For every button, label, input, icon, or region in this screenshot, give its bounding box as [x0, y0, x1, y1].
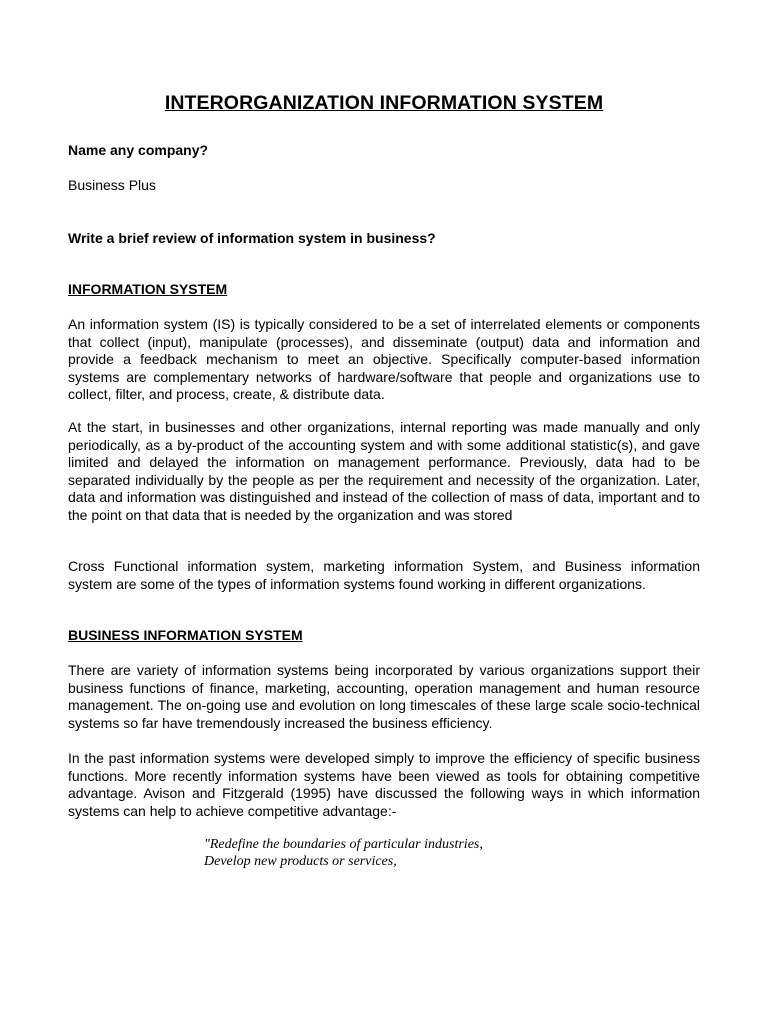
paragraph-types: Cross Functional information system, marketing information System, and Business information system are some of the types of information systems found working in different organizations.: [68, 558, 700, 592]
question-company: Name any company?: [68, 142, 209, 158]
quote-line-2: Develop new products or services,: [204, 854, 397, 869]
heading-information-system: INFORMATION SYSTEM: [68, 281, 228, 297]
question-review: Write a brief review of information system in business?: [68, 230, 436, 246]
paragraph-business-functions: There are variety of information systems being incorporated by various organizations support their business functions of finance, marketing, accounting, operation management and human resource management. The on-going use and evolution on long timescales of these large scale socio-technical systems so far have tremendously increased the business efficiency.: [68, 662, 700, 731]
quote-line-1: "Redefine the boundaries of particular industries,: [204, 837, 483, 852]
paragraph-is-definition: An information system (IS) is typically considered to be a set of interrelated elements or components that collect (input), manipulate (processes), and disseminate (output) data and information and provide a feedback mechanism to meet an objective. Specifically computer-based information systems are complementary networks of hardware/software that people and organizations use to collect, filter, and process, create, & distribute data.: [68, 316, 700, 403]
paragraph-competitive-advantage: In the past information systems were developed simply to improve the efficiency of specific business functions. More recently information systems have been viewed as tools for obtaining competitive advantage. Avison and Fitzgerald (1995) have discussed the following ways in which information systems can help to achieve competitive advantage:-: [68, 750, 700, 819]
paragraph-history: At the start, in businesses and other organizations, internal reporting was made manually and only periodically, as a by-product of the accounting system and with some additional statistic(s), and gave limited and delayed the information on management performance. Previously, data had to be separated individually by the people as per the requirement and necessity of the organization. Later, data and information was distinguished and instead of the collection of mass of data, important and to the point on that data that is needed by the organization and was stored: [68, 419, 700, 523]
answer-company: Business Plus: [68, 177, 156, 193]
document-title: INTERORGANIZATION INFORMATION SYSTEM: [164, 92, 604, 114]
heading-business-information-system: BUSINESS INFORMATION SYSTEM: [68, 627, 303, 643]
